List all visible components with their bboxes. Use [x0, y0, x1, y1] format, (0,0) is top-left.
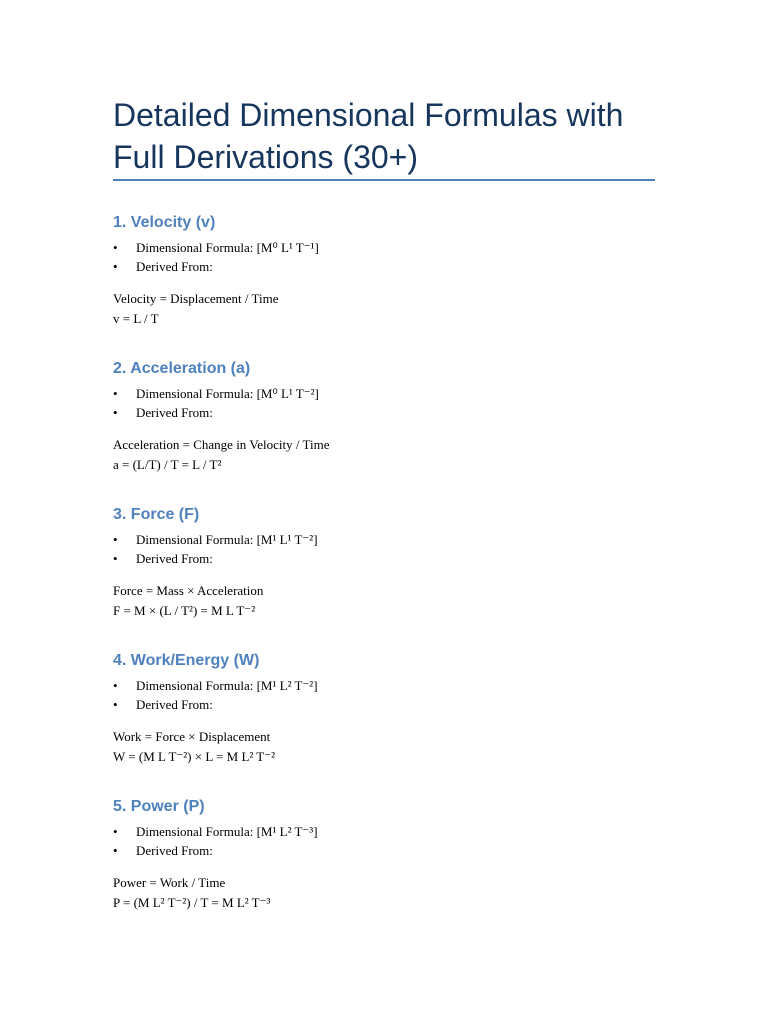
derived-label: Derived From: — [136, 405, 213, 420]
formula-text: Dimensional Formula: [M¹ L¹ T⁻²] — [136, 532, 318, 547]
bullet-item-formula — [113, 676, 673, 695]
bullet-item-formula — [113, 530, 673, 549]
section-power — [113, 796, 673, 913]
bullet-list — [113, 530, 673, 568]
bullet-icon: • — [113, 697, 118, 712]
bullet-icon: • — [113, 824, 118, 839]
derivation-line: Acceleration = Change in Velocity / Time — [113, 437, 330, 452]
section-heading: 2. Acceleration (a) — [113, 360, 251, 377]
derivation-line: Velocity = Displacement / Time — [113, 291, 279, 306]
bullet-item-formula — [113, 384, 673, 403]
derivation-block — [113, 289, 673, 329]
bullet-list — [113, 238, 673, 276]
section-work-energy — [113, 650, 673, 767]
derivation-line: P = (M L² T⁻²) / T = M L² T⁻³ — [113, 895, 271, 910]
title-divider — [113, 179, 655, 181]
section-heading: 3. Force (F) — [113, 506, 200, 523]
derivation-line: F = M × (L / T²) = M L T⁻² — [113, 603, 256, 618]
bullet-icon: • — [113, 259, 118, 274]
derived-label: Derived From: — [136, 843, 213, 858]
bullet-item-derived — [113, 257, 673, 276]
bullet-list — [113, 676, 673, 714]
bullet-icon: • — [113, 843, 118, 858]
formula-text: Dimensional Formula: [M⁰ L¹ T⁻¹] — [136, 240, 319, 255]
bullet-list — [113, 822, 673, 860]
section-heading: 4. Work/Energy (W) — [113, 652, 260, 669]
derivation-block — [113, 581, 673, 621]
derivation-block — [113, 727, 673, 767]
section-force — [113, 504, 673, 621]
bullet-item-derived — [113, 695, 673, 714]
bullet-icon: • — [113, 551, 118, 566]
bullet-icon: • — [113, 386, 118, 401]
derivation-line: W = (M L T⁻²) × L = M L² T⁻² — [113, 749, 275, 764]
bullet-item-formula — [113, 822, 673, 841]
section-heading: 1. Velocity (v) — [113, 214, 216, 231]
formula-text: Dimensional Formula: [M⁰ L¹ T⁻²] — [136, 386, 319, 401]
section-velocity — [113, 212, 673, 329]
derivation-line: v = L / T — [113, 311, 159, 326]
bullet-item-formula — [113, 238, 673, 257]
formula-text: Dimensional Formula: [M¹ L² T⁻³] — [136, 824, 318, 839]
section-heading: 5. Power (P) — [113, 798, 205, 815]
section-acceleration — [113, 358, 673, 475]
derivation-block — [113, 435, 673, 475]
bullet-icon: • — [113, 240, 118, 255]
bullet-icon: • — [113, 532, 118, 547]
derived-label: Derived From: — [136, 697, 213, 712]
derived-label: Derived From: — [136, 551, 213, 566]
bullet-item-derived — [113, 549, 673, 568]
derivation-line: a = (L/T) / T = L / T² — [113, 457, 222, 472]
formula-text: Dimensional Formula: [M¹ L² T⁻²] — [136, 678, 318, 693]
derivation-block — [113, 873, 673, 913]
bullet-item-derived — [113, 403, 673, 422]
bullet-icon: • — [113, 678, 118, 693]
derivation-line: Force = Mass × Acceleration — [113, 583, 264, 598]
derived-label: Derived From: — [136, 259, 213, 274]
derivation-line: Work = Force × Displacement — [113, 729, 271, 744]
bullet-list — [113, 384, 673, 422]
bullet-icon: • — [113, 405, 118, 420]
bullet-item-derived — [113, 841, 673, 860]
derivation-line: Power = Work / Time — [113, 875, 226, 890]
document-title: Detailed Dimensional Formulas with Full Derivations (30+) — [113, 97, 624, 175]
